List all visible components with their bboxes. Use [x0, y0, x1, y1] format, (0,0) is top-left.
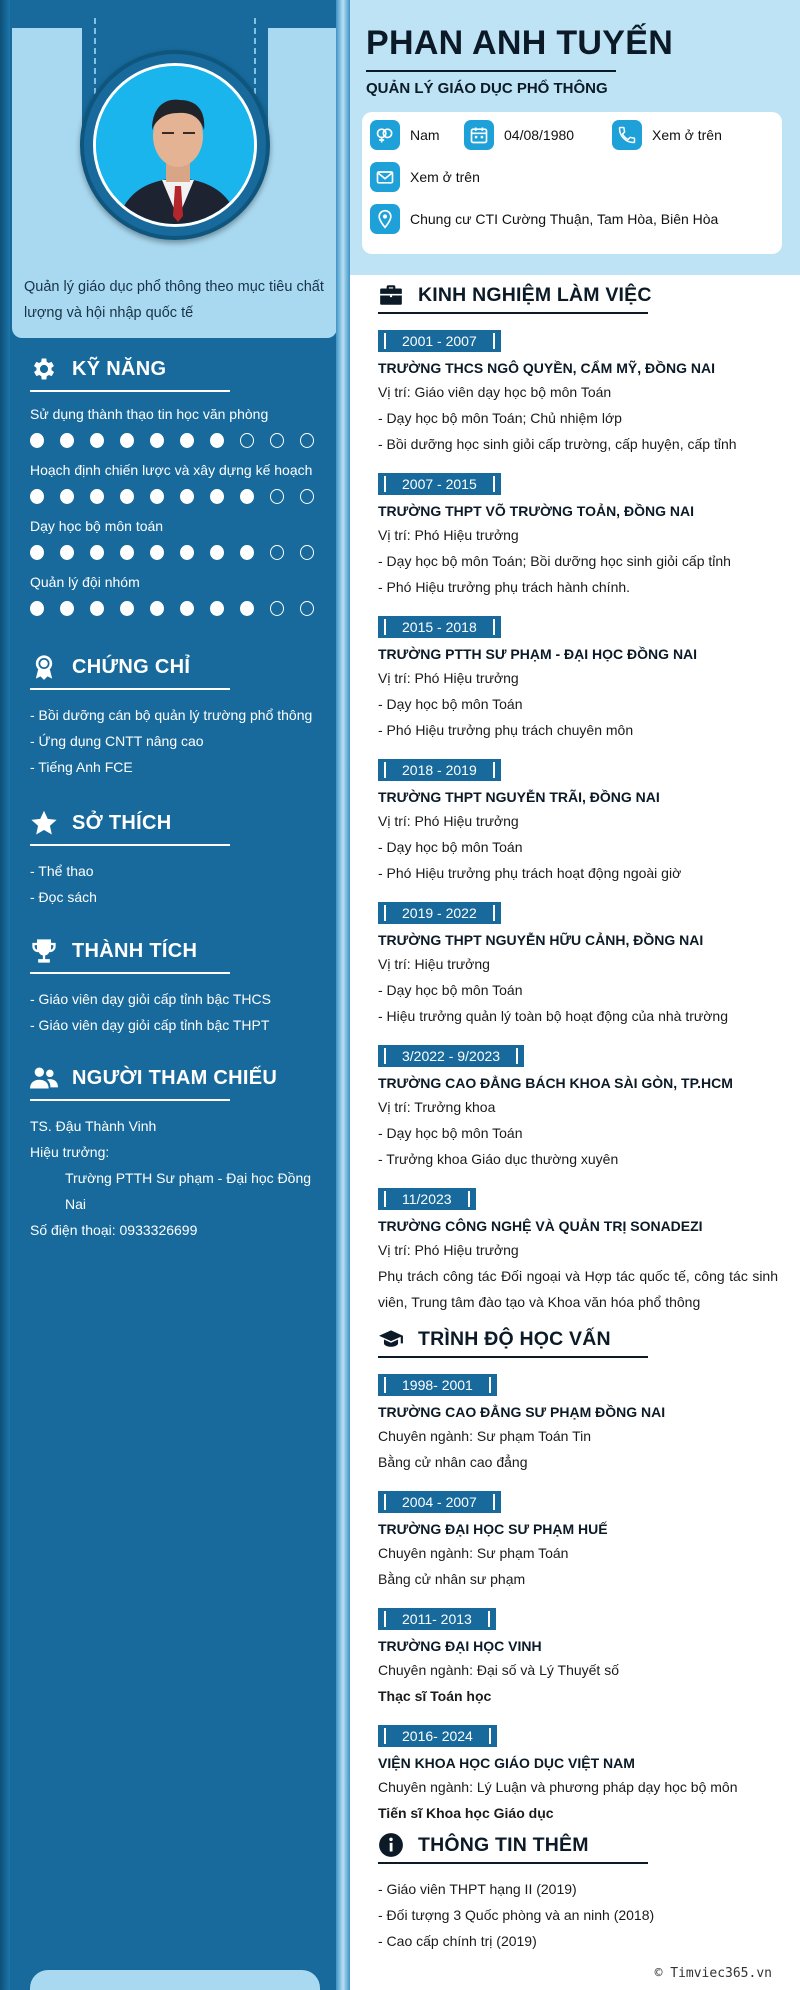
rating-dot-filled	[60, 489, 74, 504]
award-icon	[30, 653, 58, 681]
avatar	[93, 63, 257, 227]
position-text: Vị trí: Hiệu trưởng	[378, 956, 490, 972]
duty-text: - Dạy học bộ môn Toán	[378, 982, 523, 998]
reference-role: Hiệu trưởng:	[30, 1144, 110, 1160]
period-badge: 2018 - 2019	[378, 759, 501, 781]
rating-dot-empty	[300, 601, 314, 616]
period-badge: 2004 - 2007	[378, 1491, 501, 1513]
reference-organization: Trường PTTH Sư phạm - Đại học Đồng Nai	[65, 1170, 312, 1212]
email-value: Xem ở trên	[410, 169, 480, 185]
duty-text: - Phó Hiệu trưởng phụ trách hành chính.	[378, 579, 631, 595]
experience-entry	[378, 1188, 778, 1315]
location-pin-icon	[370, 204, 400, 234]
rating-dot-filled	[60, 545, 74, 560]
references-section	[30, 1061, 330, 1243]
rating-dot-filled	[30, 489, 44, 504]
divider	[30, 688, 230, 690]
rating-dot-filled	[60, 601, 74, 616]
additional-title: THÔNG TIN THÊM	[418, 1833, 589, 1856]
rating-dot-empty	[270, 433, 284, 448]
rating-dot-empty	[300, 489, 314, 504]
divider	[378, 1862, 648, 1864]
period-badge: 11/2023	[378, 1188, 476, 1210]
reference-phone: Số điện thoại: 0933326699	[30, 1222, 198, 1238]
rating-dot-filled	[90, 433, 104, 448]
experience-entry	[378, 902, 778, 1029]
education-header	[378, 1324, 778, 1354]
period-badge: 2019 - 2022	[378, 902, 501, 924]
duty-text: Phụ trách công tác Đối ngoại và Hợp tác quốc tế, công tác sinh viên, Trung tâm đào tạo và Khoa văn hóa phổ thông	[378, 1268, 778, 1310]
rating-dot-filled	[180, 545, 194, 560]
skill-name: Sử dụng thành thạo tin học văn phòng	[30, 406, 269, 422]
skill-rating	[30, 545, 330, 560]
star-icon	[30, 809, 58, 837]
certificate-item: - Tiếng Anh FCE	[30, 759, 133, 775]
trophy-icon	[30, 937, 58, 965]
divider	[378, 1356, 648, 1358]
organization-name: TRƯỜNG THCS NGÔ QUYỀN, CẨM MỸ, ĐỒNG NAI	[378, 360, 716, 376]
school-name: TRƯỜNG CAO ĐẲNG SƯ PHẠM ĐỒNG NAI	[378, 1404, 666, 1420]
rating-dot-filled	[90, 545, 104, 560]
profile-header	[350, 0, 800, 275]
divider	[30, 390, 230, 392]
contact-card	[362, 112, 782, 254]
divider	[30, 844, 230, 846]
duty-text: - Phó Hiệu trưởng phụ trách chuyên môn	[378, 722, 634, 738]
phone-icon	[612, 120, 642, 150]
rating-dot-filled	[30, 601, 44, 616]
gear-icon	[30, 355, 58, 383]
position-text: Vị trí: Phó Hiệu trưởng	[378, 527, 519, 543]
experience-entry	[378, 759, 778, 886]
hobbies-header	[30, 806, 330, 840]
duty-text: - Dạy học bộ môn Toán; Bồi dưỡng học sinh giỏi cấp tỉnh	[378, 553, 731, 569]
skill-name: Hoạch định chiến lược và xây dựng kế hoạch	[30, 462, 313, 478]
period-badge: 2016- 2024	[378, 1725, 497, 1747]
experience-entry	[378, 330, 778, 457]
rating-dot-filled	[120, 489, 134, 504]
rating-dot-filled	[90, 601, 104, 616]
briefcase-icon	[378, 282, 404, 308]
address-info	[370, 204, 718, 234]
rating-dot-filled	[90, 489, 104, 504]
rating-dot-filled	[30, 545, 44, 560]
skill-rating	[30, 601, 330, 616]
gender-icon	[370, 120, 400, 150]
school-name: TRƯỜNG ĐẠI HỌC VINH	[378, 1638, 542, 1654]
certificates-header	[30, 650, 330, 684]
position-text: Vị trí: Phó Hiệu trưởng	[378, 1242, 519, 1258]
rating-dot-filled	[210, 489, 224, 504]
rating-dot-filled	[120, 433, 134, 448]
major-text: Chuyên ngành: Lý Luận và phương pháp dạy học bộ môn	[378, 1779, 738, 1795]
certificate-item: - Bồi dưỡng cán bộ quản lý trường phổ thông	[30, 707, 313, 723]
period-badge: 2011- 2013	[378, 1608, 496, 1630]
phone-value: Xem ở trên	[652, 127, 722, 143]
gender-value: Nam	[410, 127, 440, 143]
experience-header	[378, 280, 778, 310]
rating-dot-filled	[120, 545, 134, 560]
skills-title: KỸ NĂNG	[72, 357, 167, 380]
experience-title: KINH NGHIỆM LÀM VIỆC	[418, 283, 652, 306]
hobbies-title: SỞ THÍCH	[72, 811, 172, 834]
intro-text: Quản lý giáo dục phổ thông theo mục tiêu chất lượng và hội nhập quốc tế	[24, 279, 324, 321]
additional-item: - Giáo viên THPT hạng II (2019)	[378, 1881, 577, 1897]
organization-name: TRƯỜNG PTTH SƯ PHẠM - ĐẠI HỌC ĐỒNG NAI	[378, 646, 698, 662]
position-text: Vị trí: Trưởng khoa	[378, 1099, 496, 1115]
achievements-title: THÀNH TÍCH	[72, 939, 198, 962]
references-title: NGƯỜI THAM CHIẾU	[72, 1066, 278, 1089]
certificates-title: CHỨNG CHỈ	[72, 655, 191, 678]
email-info	[370, 162, 480, 192]
position-text: Vị trí: Giáo viên dạy học bộ môn Toán	[378, 384, 612, 400]
duty-text: - Dạy học bộ môn Toán	[378, 696, 523, 712]
organization-name: TRƯỜNG THPT NGUYỄN TRÃI, ĐỒNG NAI	[378, 789, 660, 805]
divider	[366, 70, 616, 72]
degree-text: Bằng cử nhân cao đẳng	[378, 1454, 528, 1470]
sidebar-bottom-tab	[30, 1970, 320, 1990]
job-title: QUẢN LÝ GIÁO DỤC PHỔ THÔNG	[366, 80, 608, 97]
achievements-section	[30, 934, 330, 1038]
education-entry	[378, 1608, 778, 1709]
candidate-name: PHAN ANH TUYẾN	[366, 24, 674, 62]
major-text: Chuyên ngành: Sư phạm Toán Tin	[378, 1428, 592, 1444]
rating-dot-filled	[30, 433, 44, 448]
period-badge: 2007 - 2015	[378, 473, 501, 495]
skill-rating	[30, 433, 330, 448]
rating-dot-empty	[270, 489, 284, 504]
duty-text: - Dạy học bộ môn Toán; Chủ nhiệm lớp	[378, 410, 622, 426]
rating-dot-filled	[180, 489, 194, 504]
hobbies-section	[30, 806, 330, 910]
degree-text: Bằng cử nhân sư phạm	[378, 1571, 526, 1587]
period-badge: 2015 - 2018	[378, 616, 501, 638]
birthday-value: 04/08/1980	[504, 127, 575, 143]
experience-list	[378, 330, 778, 1315]
phone-info	[612, 120, 722, 150]
duty-text: - Bồi dưỡng học sinh giỏi cấp trường, cấp huyện, cấp tỉnh	[378, 436, 737, 452]
education-title: TRÌNH ĐỘ HỌC VẤN	[418, 1327, 611, 1350]
certificates-section	[30, 650, 330, 780]
rating-dot-filled	[180, 601, 194, 616]
rating-dot-filled	[150, 601, 164, 616]
brand-watermark: © Timviec365.vn	[654, 1966, 772, 1981]
additional-section	[378, 1830, 778, 1954]
calendar-icon	[464, 120, 494, 150]
rating-dot-filled	[240, 601, 254, 616]
rating-dot-empty	[300, 545, 314, 560]
birthday-info	[464, 120, 574, 150]
duty-text: - Trưởng khoa Giáo dục thường xuyên	[378, 1151, 619, 1167]
address-value: Chung cư CTI Cường Thuận, Tam Hòa, Biên Hòa	[410, 211, 719, 227]
additional-item: - Cao cấp chính trị (2019)	[378, 1933, 537, 1949]
rating-dot-filled	[150, 545, 164, 560]
additional-item: - Đối tượng 3 Quốc phòng và an ninh (2018)	[378, 1907, 655, 1923]
sidebar	[0, 0, 350, 1990]
rating-dot-filled	[240, 545, 254, 560]
achievement-item: - Giáo viên dạy giỏi cấp tỉnh bậc THCS	[30, 991, 271, 1007]
experience-entry	[378, 473, 778, 600]
degree-text: Thạc sĩ Toán học	[378, 1688, 492, 1704]
skill-rating	[30, 489, 330, 504]
rating-dot-filled	[150, 489, 164, 504]
graduation-cap-icon	[378, 1326, 404, 1352]
envelope-icon	[370, 162, 400, 192]
experience-section	[378, 280, 778, 1315]
rating-dot-filled	[120, 601, 134, 616]
rating-dot-filled	[240, 489, 254, 504]
info-icon	[378, 1832, 404, 1858]
hobby-item: - Đọc sách	[30, 889, 97, 905]
rating-dot-empty	[270, 601, 284, 616]
achievement-item: - Giáo viên dạy giỏi cấp tỉnh bậc THPT	[30, 1017, 270, 1033]
position-text: Vị trí: Phó Hiệu trưởng	[378, 670, 519, 686]
major-text: Chuyên ngành: Sư phạm Toán	[378, 1545, 569, 1561]
organization-name: TRƯỜNG CAO ĐẲNG BÁCH KHOA SÀI GÒN, TP.HCM	[378, 1075, 733, 1091]
rating-dot-filled	[180, 433, 194, 448]
rating-dot-filled	[60, 433, 74, 448]
certificate-item: - Ứng dụng CNTT nâng cao	[30, 733, 204, 749]
major-text: Chuyên ngành: Đại số và Lý Thuyết số	[378, 1662, 620, 1678]
rating-dot-filled	[210, 545, 224, 560]
rating-dot-empty	[240, 433, 254, 448]
duty-text: - Dạy học bộ môn Toán	[378, 1125, 523, 1141]
gender-info	[370, 120, 440, 150]
skills-header	[30, 352, 330, 386]
experience-entry	[378, 1045, 778, 1172]
rating-dot-empty	[270, 545, 284, 560]
organization-name: TRƯỜNG CÔNG NGHỆ VÀ QUẢN TRỊ SONADEZI	[378, 1218, 703, 1234]
education-list	[378, 1374, 778, 1826]
education-entry	[378, 1725, 778, 1826]
skills-list	[30, 406, 330, 616]
divider	[378, 312, 648, 314]
organization-name: TRƯỜNG THPT NGUYỄN HỮU CẢNH, ĐỒNG NAI	[378, 932, 704, 948]
divider	[30, 1099, 230, 1101]
hobby-item: - Thể thao	[30, 863, 94, 879]
reference-name: TS. Đậu Thành Vinh	[30, 1118, 157, 1134]
rating-dot-filled	[150, 433, 164, 448]
school-name: VIỆN KHOA HỌC GIÁO DỤC VIỆT NAM	[378, 1755, 635, 1771]
education-entry	[378, 1374, 778, 1475]
skills-section	[30, 352, 330, 616]
rating-dot-filled	[210, 601, 224, 616]
period-badge: 3/2022 - 9/2023	[378, 1045, 524, 1067]
degree-text: Tiến sĩ Khoa học Giáo dục	[378, 1805, 554, 1821]
education-entry	[378, 1491, 778, 1592]
school-name: TRƯỜNG ĐẠI HỌC SƯ PHẠM HUẾ	[378, 1521, 608, 1537]
education-section	[378, 1324, 778, 1826]
skill-name: Quản lý đội nhóm	[30, 574, 140, 590]
references-header	[30, 1061, 330, 1095]
skill-name: Dạy học bộ môn toán	[30, 518, 164, 534]
period-badge: 1998- 2001	[378, 1374, 497, 1396]
duty-text: - Hiệu trưởng quản lý toàn bộ hoạt động của nhà trường	[378, 1008, 728, 1024]
divider	[30, 972, 230, 974]
users-icon	[30, 1064, 58, 1092]
period-badge: 2001 - 2007	[378, 330, 501, 352]
additional-header	[378, 1830, 778, 1860]
organization-name: TRƯỜNG THPT VÕ TRƯỜNG TOẢN, ĐỒNG NAI	[378, 503, 694, 519]
rating-dot-empty	[300, 433, 314, 448]
experience-entry	[378, 616, 778, 743]
duty-text: - Dạy học bộ môn Toán	[378, 839, 523, 855]
rating-dot-filled	[210, 433, 224, 448]
duty-text: - Phó Hiệu trưởng phụ trách hoạt động ngoài giờ	[378, 865, 682, 881]
position-text: Vị trí: Phó Hiệu trưởng	[378, 813, 519, 829]
achievements-header	[30, 934, 330, 968]
